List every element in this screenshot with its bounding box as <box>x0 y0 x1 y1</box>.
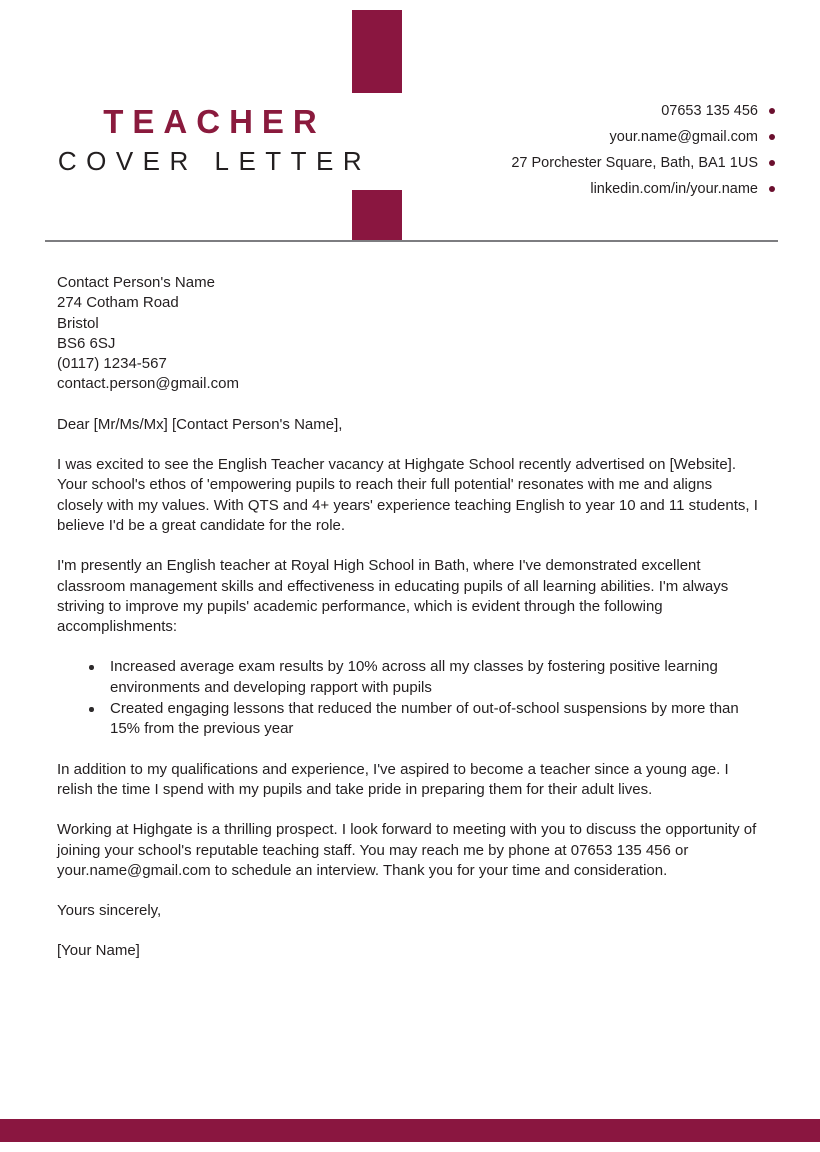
page-subtitle: COVER LETTER <box>57 145 372 176</box>
recipient-line: (0117) 1234-567 <box>57 355 167 373</box>
body-paragraph-2: I'm presently an English teacher at Royal High School in Bath, where I've demonstrated excellent classroom management skills and effectiveness in educating pupils of all learning abilities. I'm always striving to improve my pupils' academic performance, which is evident through the following accomplishments: <box>57 557 729 636</box>
list-item-text: Created engaging lessons that reduced the number of out-of-school suspensions by more than 15% from the previous year <box>110 700 739 738</box>
header-divider <box>45 240 778 242</box>
accent-block-top <box>352 10 402 93</box>
contact-phone-text: 07653 135 456 <box>661 102 758 119</box>
accomplishments-list <box>57 657 759 739</box>
bullet-dot-icon <box>89 665 94 670</box>
salutation: Dear [Mr/Ms/Mx] [Contact Person's Name], <box>57 415 343 433</box>
letterhead-title <box>0 104 420 177</box>
contact-item-email <box>511 124 775 150</box>
recipient-line: 274 Cotham Road <box>57 294 179 312</box>
list-item <box>57 699 759 740</box>
body-paragraph-1: I was excited to see the English Teacher vacancy at Highgate School recently advertised on [Website]. Your school's ethos of 'empowering pupils to reach their full potential' resonates with me and aligns closely with my values. With QTS and 4+ years' experience teaching English to year 10 and 11 students, I believe I'd be a great candidate for the role. <box>57 456 758 534</box>
recipient-line: contact.person@gmail.com <box>57 375 239 393</box>
letter-body <box>57 273 759 962</box>
body-paragraph-3: In addition to my qualifications and experience, I've aspired to become a teacher since a young age. I relish the time I spend with my pupils and take pride in preparing them for their adult lives. <box>57 760 729 798</box>
contact-address-text: 27 Porchester Square, Bath, BA1 1US <box>511 154 758 171</box>
list-item-text: Increased average exam results by 10% across all my classes by fostering positive learning environments and developing rapport with pupils <box>110 658 718 696</box>
bullet-dot-icon <box>769 160 775 166</box>
accent-block-bottom <box>352 190 402 242</box>
contact-email-text: your.name@gmail.com <box>609 128 758 145</box>
contact-linkedin-text: linkedin.com/in/your.name <box>590 180 758 197</box>
footer-bar <box>0 1119 820 1142</box>
contact-item-linkedin <box>511 176 775 202</box>
signature-name: [Your Name] <box>57 942 140 960</box>
bullet-dot-icon <box>769 186 775 192</box>
recipient-line: BS6 6SJ <box>57 334 116 352</box>
recipient-line: Bristol <box>57 314 99 332</box>
bullet-dot-icon <box>769 108 775 114</box>
contact-details <box>511 98 775 202</box>
page-title: TEACHER <box>103 103 326 140</box>
recipient-address <box>57 273 759 395</box>
letterhead-header <box>0 0 820 248</box>
contact-item-address <box>511 150 775 176</box>
bullet-dot-icon <box>89 707 94 712</box>
recipient-line: Contact Person's Name <box>57 274 215 291</box>
closing-salutation: Yours sincerely, <box>57 902 162 920</box>
list-item <box>57 657 759 698</box>
contact-item-phone <box>511 98 775 124</box>
body-paragraph-4: Working at Highgate is a thrilling prospect. I look forward to meeting with you to discuss the opportunity of joining your school's reputable teaching staff. You may reach me by phone at 07653 135 456 or your.name@gmail.com to schedule an interview. Thank you for your time and consideration. <box>57 821 757 879</box>
bullet-dot-icon <box>769 134 775 140</box>
